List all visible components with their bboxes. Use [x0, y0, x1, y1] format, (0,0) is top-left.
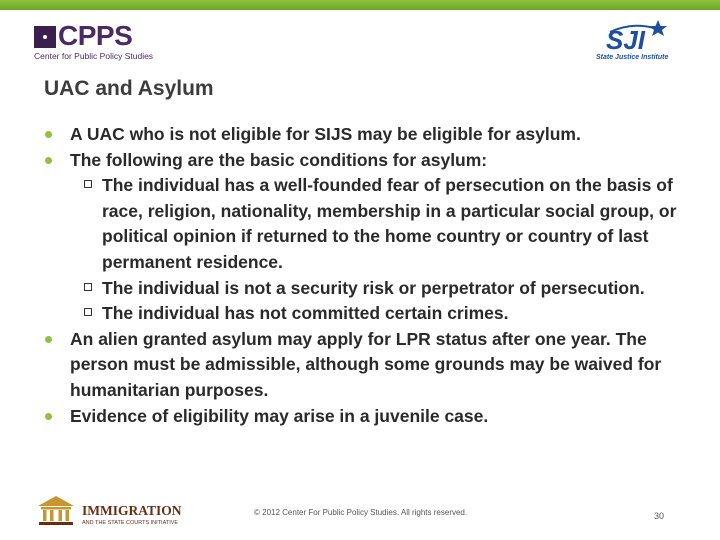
- courthouse-icon: [36, 494, 76, 528]
- cpps-logo-mark: [34, 26, 56, 48]
- immigration-logo-subtitle: AND THE STATE COURTS INITIATIVE: [82, 520, 179, 526]
- bullet-dot-icon: [45, 336, 52, 343]
- bullet-item: [44, 327, 684, 404]
- sub-bullet-item: [44, 173, 684, 275]
- cpps-logo-text: CPPS: [58, 20, 133, 51]
- bullet-item: [44, 148, 684, 174]
- sub-bullet-text: The individual has a well-founded fear of persecution on the basis of race, religion, nationality, membership in a particular social group, or political opinion if returned to the home country or country of last permanent residence.: [102, 175, 677, 272]
- page-number: 30: [654, 511, 665, 521]
- sji-logo-subtitle: State Justice Institute: [596, 54, 669, 61]
- svg-text:SJI: SJI: [606, 25, 646, 54]
- sub-bullet-square-icon: [84, 283, 92, 291]
- cpps-logo-subtitle: Center for Public Policy Studies: [34, 51, 154, 61]
- copyright-notice: © 2012 Center For Public Policy Studies. All rights reserved.: [254, 508, 468, 517]
- sub-bullet-square-icon: [84, 308, 92, 316]
- bullet-dot-icon: [45, 131, 52, 138]
- bullet-item: [44, 404, 684, 430]
- sji-emblem-icon: [602, 18, 672, 54]
- immigration-logo: [36, 492, 182, 532]
- sub-bullet-text: The individual is not a security risk or perpetrator of persecution.: [102, 277, 645, 298]
- slide-body: [44, 122, 684, 429]
- bullet-text: Evidence of eligibility may arise in a juvenile case.: [70, 405, 489, 426]
- sub-bullet-item: [44, 301, 684, 327]
- sji-logo: [592, 18, 684, 64]
- bullet-text: An alien granted asylum may apply for LPR status after one year. The person must be admissible, although some grounds may be waived for humanitarian purposes.: [70, 328, 662, 400]
- bullet-text: The following are the basic conditions for asylum:: [70, 149, 488, 170]
- bullet-dot-icon: [45, 157, 52, 164]
- top-accent-bar: [0, 0, 720, 10]
- slide-title: UAC and Asylum: [44, 77, 214, 100]
- immigration-logo-text: IMMIGRATION: [82, 503, 182, 518]
- bullet-item: [44, 122, 684, 148]
- bullet-text: A UAC who is not eligible for SIJS may be eligible for asylum.: [70, 124, 581, 144]
- sub-bullet-text: The individual has not committed certain crimes.: [102, 303, 509, 324]
- cpps-logo: [34, 20, 174, 64]
- sub-bullet-item: [44, 276, 684, 302]
- sub-bullet-square-icon: [84, 180, 92, 188]
- bullet-dot-icon: [45, 413, 52, 420]
